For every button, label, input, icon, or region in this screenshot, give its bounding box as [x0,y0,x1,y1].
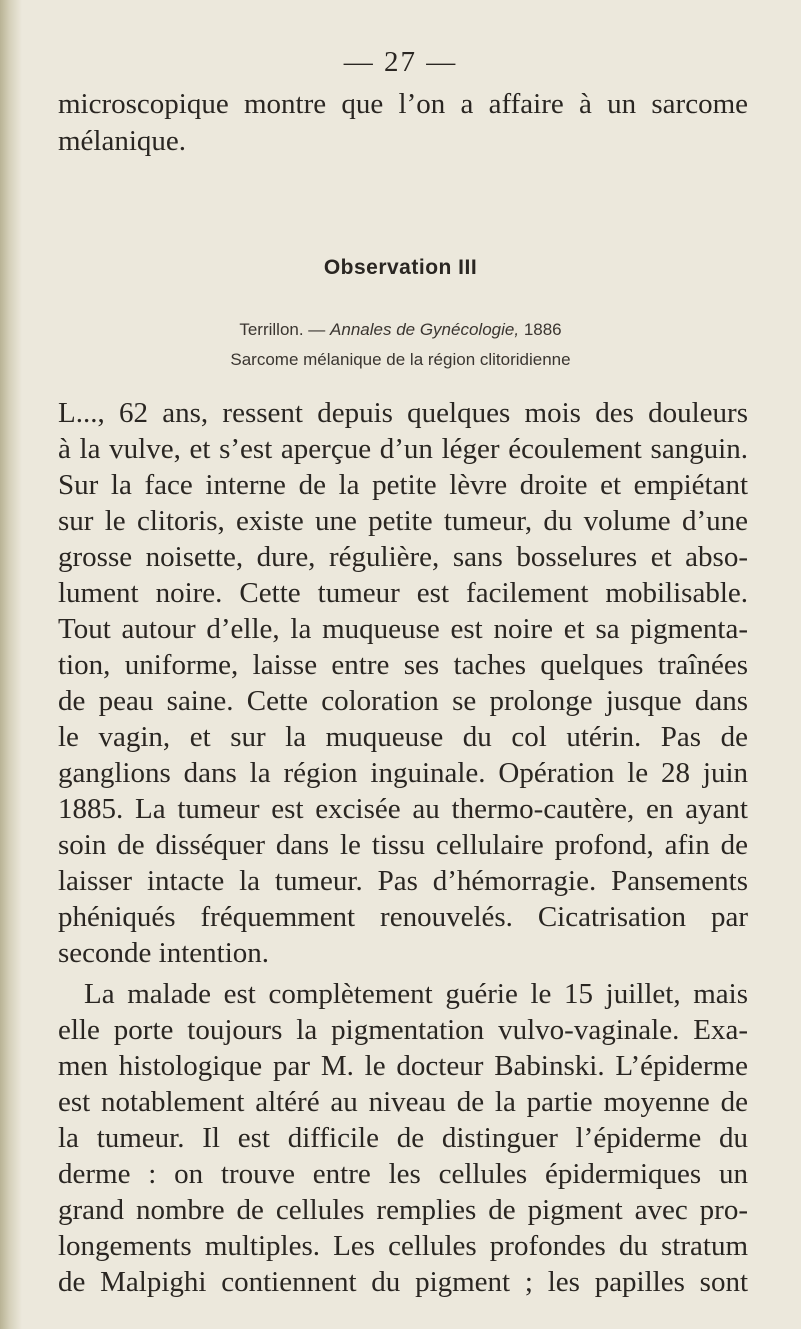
text-line: soin de disséquer dans le tissu cellulaire profond, afin de [58,829,748,861]
text-line: La malade est complètement guérie le 15 juillet, mais [84,978,748,1010]
reference-subtitle: Sarcome mélanique de la région clitoridienne [230,350,571,369]
page-number: — 27 — [343,46,458,78]
text-line: ganglions dans la région inguinale. Opération le 28 juin [58,757,748,789]
reference-journal: Annales de Gynécologie, [330,320,520,339]
text-line: 1885. La tumeur est excisée au thermo-cautère, en ayant [58,793,748,825]
text-line: est notablement altéré au niveau de la partie moyenne de [58,1086,748,1118]
text-line: de peau saine. Cette coloration se prolonge jusque dans [58,685,748,717]
section-heading: Observation III [323,256,478,279]
text-line: Tout autour d’elle, la muqueuse est noire et sa pigmenta- [58,613,748,645]
text-line: microscopique montre que l’on a affaire à un sarcome [58,88,748,120]
text-line: Sur la face interne de la petite lèvre droite et empiétant [58,469,748,501]
text-line: seconde intention. [58,937,270,969]
reference-author: Terrillon. — [239,320,326,339]
text-line: de Malpighi contiennent du pigment ; les papilles sont [58,1266,748,1298]
text-line: laisser intacte la tumeur. Pas d’hémorragie. Pansements [58,865,748,897]
text-line: elle porte toujours la pigmentation vulvo-vaginale. Exa- [58,1014,748,1046]
page-edge-shadow [0,0,22,1329]
reference-citation [0,320,801,340]
text-line: le vagin, et sur la muqueuse du col utérin. Pas de [58,721,748,753]
text-line: tion, uniforme, laisse entre ses taches quelques traînées [58,649,748,681]
text-line: la tumeur. Il est difficile de distinguer l’épiderme du [58,1122,748,1154]
text-line: lument noire. Cette tumeur est facilement mobilisable. [58,577,748,609]
text-line: grand nombre de cellules remplies de pigment avec pro- [58,1194,748,1226]
text-line: sur le clitoris, existe une petite tumeur, du volume d’une [58,505,748,537]
text-line: derme : on trouve entre les cellules épidermiques un [58,1158,748,1190]
text-line: men histologique par M. le docteur Babinski. L’épiderme [58,1050,748,1082]
reference-year: 1886 [523,320,562,339]
text-line: mélanique. [58,125,187,157]
text-line: L..., 62 ans, ressent depuis quelques mois des douleurs [58,397,748,429]
text-line: phéniqués fréquemment renouvelés. Cicatrisation par [58,901,748,933]
text-line: à la vulve, et s’est aperçue d’un léger écoulement sanguin. [58,433,748,465]
text-line: grosse noisette, dure, régulière, sans bosselures et abso- [58,541,748,573]
text-line: longements multiples. Les cellules profondes du stratum [58,1230,748,1262]
